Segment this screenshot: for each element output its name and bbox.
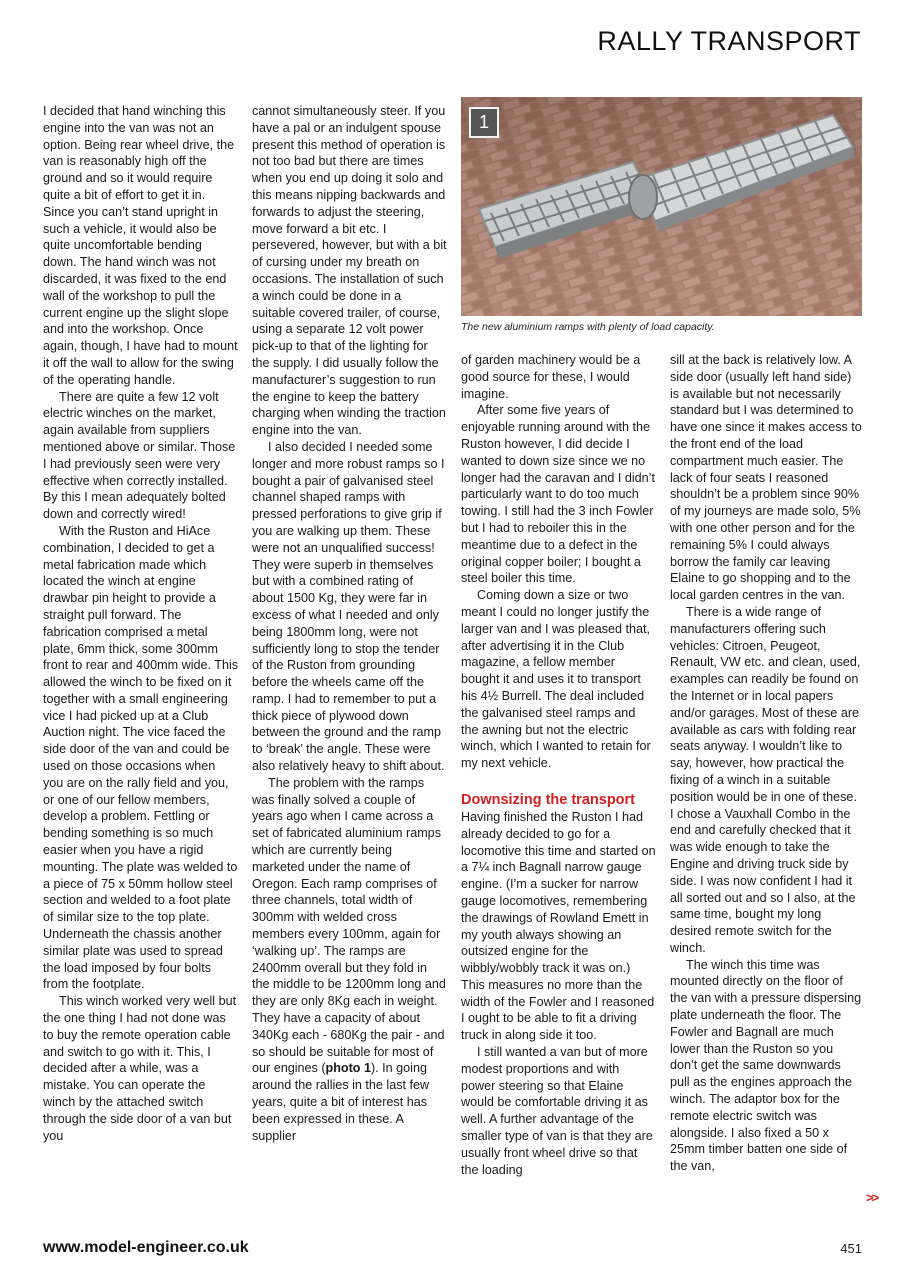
aluminium-ramps-image [461,97,862,316]
section-title: RALLY TRANSPORT [597,26,861,56]
paragraph: cannot simultaneously steer. If you have a pal or an indulgent spouse present this method of operation is not too bad but there are times when you end up doing it solo and this means nipping backwards and forwards to adjust the steering, move forward a bit etc. I persevered, however, but with a bit of cursing under my breath on occasions. The installation of such a winch could be done in a suitable covered trailer, of course, using a separate 12 volt power pick-up to that of the lighting for the supply. I did usually follow the manufacturer’s suggestion to run the engine to keep the battery charging when winding the traction engine into the van. [252,104,447,438]
paragraph-text: ). In going around the rallies in the last few years, quite a bit of interest has been expressed in these. A supplier [252,1061,430,1143]
paragraph: The winch this time was mounted directly on the floor of the van with a pressure dispersing plate underneath the floor. The Fowler and Bagnall are much lower than the Ruston so you don’t get the same downwards pull as the engines approach the winch. The adaptor box for the remote electric switch was alongside. I also fixed a 50 x 25mm timber batten one side of the van, [670,957,862,1174]
paragraph-text: The problem with the ramps was finally solved a couple of years ago when I came across a set of fabricated aluminium ramps which are currently being marketed under the name of Oregon. Each ramp comprises of three channels, total width of 300mm with welded cross members every 100mm, again for ‘walking up’. The ramps are 2400mm overall but they fold in the middle to be 1200mm long and they are only 8Kg each in weight. They have a capacity of about 340Kg each - 680Kg the pair - and so should be suitable for most of our engines ( [252,775,446,1076]
photo-caption: The new aluminium ramps with plenty of load capacity. [461,321,715,333]
paragraph: There is a wide range of manufacturers offering such vehicles: Citroen, Peugeot, Renault, VW etc. and clean, used, examples can readily be found on the Internet or in local papers and/or garages. Most of these are available as cars with folding rear seats anyway. I wouldn’t like to say, however, how practical the fixing of a winch in a suitable position would be in one of these. I chose a Vauxhall Combo in the end and carefully checked that it was wide enough to take the Engine and driving truck side by side. I was now confident I had it all sorted out and so I also, at the same time, bought my long desired remote switch for the winch. [670,604,861,955]
article-column-3 [461,352,656,1178]
paragraph: I also decided I needed some longer and more robust ramps so I bought a pair of galvanised steel channel shaped ramps with pressed perforations to give grip if you are walking up them. These were not an unqualified success! They were superb in themselves but with a combined rating of about 1500 Kg, they were far in excess of what I needed and only being 1800mm long, were not sufficiently long to stop the tender of the Ruston from grounding before the wheels came off the ramp. I had to remember to put a thick piece of plywood down between the ground and the ramp to ‘break’ the angle. These were also relatively heavy to shift about. [252,439,445,774]
paragraph [252,775,447,1145]
paragraph: This winch worked very well but the one thing I had not done was to buy the remote operation cable and switch to go with it. This, I decided after a while, was a mistake. You can operate the winch by the attached switch through the side door of a van but you [43,994,237,1143]
photo-reference: photo 1 [325,1061,371,1076]
paragraph: sill at the back is relatively low. A side door (usually left hand side) is available but not necessarily standard but I was determined to have one since it makes access to the front end of the load compartment much easier. The lack of four seats I reasoned shouldn’t be a problem since 90% of my journeys are made solo, 5% with one other person and for the remaining 5% I could always borrow the family car leaving Elaine to go shopping and to the local garden centres in the van. [670,353,862,603]
photo-number-badge: 1 [469,107,499,138]
paragraph: I decided that hand winching this engine into the van was not an option. Being rear wheel drive, the van is reasonably high off the ground and so it would require quite a bit of effort to get it in. Since you can’t stand upright in such a vehicle, it would also be quite uncomfortable bending down. The hand winch was not discarded, it was fixed to the end wall of the workshop to pull the current engine up the slight slope and into the workshop. Once again, though, I have had to mount it off the wall to allow for the swing of the operating handle. [43,104,238,387]
article-column-1 [43,103,239,1144]
subheading: Downsizing the transport [461,791,635,808]
paragraph: After some five years of enjoyable running around with the Ruston however, I did decide I wanted to down size since we no longer had the caravan and I didn’t particularly want to do too much towing. I still had the 3 inch Fowler but I had to reboiler this in the meantime due to a defect in the original copper boiler; I bought a steel boiler this time. [461,403,655,586]
continued-marker: >> [866,1190,878,1205]
paragraph: I still wanted a van but of more modest proportions and with power steering so that Elaine would be comfortable driving it as well. A further advantage of the smaller type of van is that they are usually front wheel drive so that the loading [461,1045,653,1177]
ramps-photo [461,97,862,316]
page-number: 451 [840,1241,862,1256]
article-column-4 [670,352,862,1175]
paragraph: There are quite a few 12 volt electric winches on the market, again available from suppliers mentioned above or similar. Those I had previously seen were very effective when correctly installed. By this I mean adequately bolted down and correctly wired! [43,389,236,522]
paragraph: Having finished the Ruston I had already decided to go for a locomotive this time and started on a 7¼ inch Bagnall narrow gauge engine. (I’m a sucker for narrow gauge locomotives, remembering the drawings of Rowland Emett in my youth always showing an outsized engine for the wibbly/wobbly track it was on.) This measures no more than the width of the Fowler and I reasoned I ought to be able to fit a driving truck in along side it too. [461,809,656,1043]
article-column-2 [252,103,447,1144]
footer-url: www.model-engineer.co.uk [43,1239,249,1256]
paragraph: of garden machinery would be a good source for these, I would imagine. [461,353,641,401]
paragraph: With the Ruston and HiAce combination, I decided to get a metal fabrication made which located the winch at engine drawbar pin height to provide a straight pull forward. The fabrication comprised a metal plate, 6mm thick, some 300mm front to rear and 400mm wide. This allowed the winch to be fixed on it together with a small engineering vice I had picked up at a Club Auction night. The vice faced the side door of the van and could be used on those occasions when you are on the rally field and you, or one of our fellow members, develop a problem. Fettling or bending something is so much easier when you have a rigid mounting. The plate was welded to a piece of 75 x 50mm hollow steel section and welded to a foot plate of similar size to the top plate. Underneath the chassis another similar plate was used to spread the load imposed by four bolts from the footplate. [43,523,239,992]
paragraph: Coming down a size or two meant I could no longer justify the larger van and I was pleased that, after advertising it in the Club magazine, a fellow member bought it and uses it to transport his 4½ Burrell. The deal included the galvanised steel ramps and the awning but not the electric winch, which I wanted to retain for my next vehicle. [461,588,651,771]
